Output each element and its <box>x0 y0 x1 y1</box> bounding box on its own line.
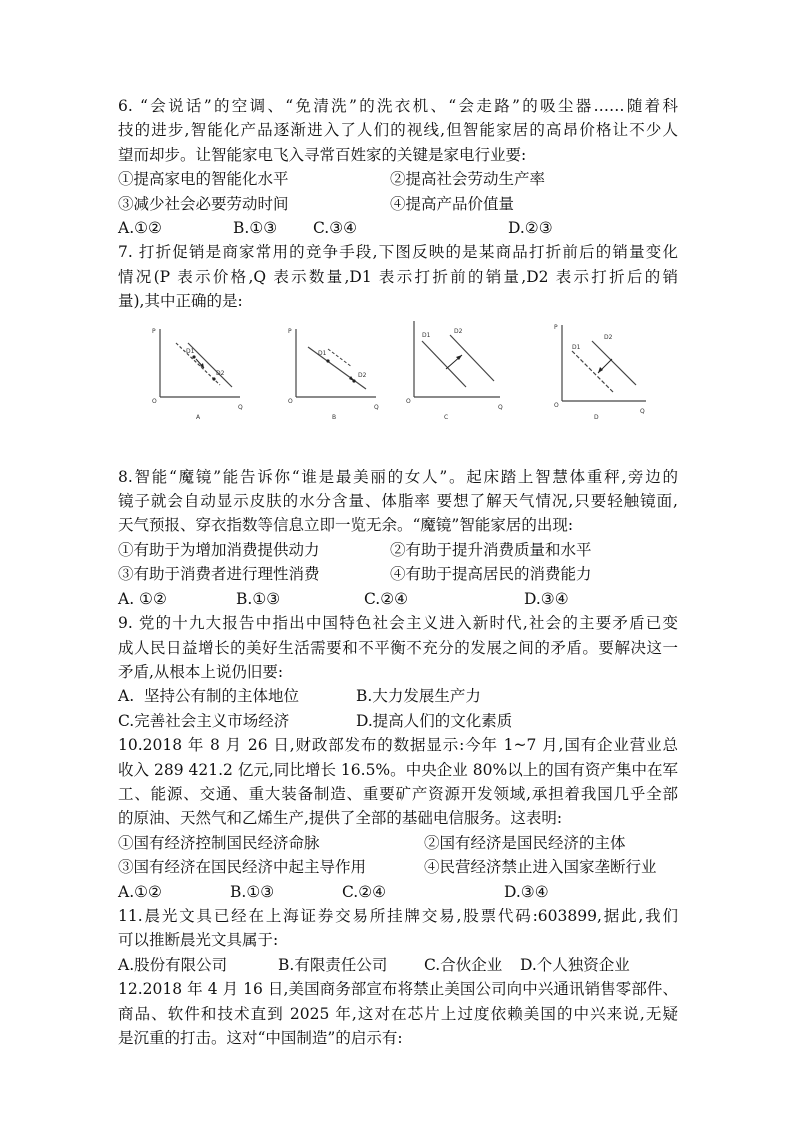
d2-label: D2 <box>358 371 367 379</box>
graph-c <box>400 321 510 421</box>
statement-row <box>118 831 678 855</box>
answer-option: A.股份有限公司 <box>118 955 228 974</box>
d1-label: D1 <box>186 347 195 355</box>
answer-options <box>118 684 678 708</box>
graph-d <box>542 321 652 421</box>
question-12 <box>118 977 678 1050</box>
question-7 <box>118 240 678 440</box>
question-stem-line: 6. “会说话”的空调、“免清洗”的洗衣机、“会走路”的吸尘器……随着科 <box>118 97 678 115</box>
answer-option: C.合伙企业 <box>424 955 503 974</box>
question-10 <box>118 733 678 904</box>
statement: ①有助于为增加消费提供动力 <box>118 540 320 559</box>
answer-option: C.②④ <box>342 882 387 901</box>
question-stem-line: 8.智能“魔镜”能告诉你“谁是最美丽的女人”。起床踏上智慧体重秤,旁边的 <box>118 467 678 486</box>
graph-b <box>276 321 386 421</box>
statement: ②提高社会劳动生产率 <box>390 170 546 189</box>
demand-graphs <box>118 321 678 441</box>
question-stem-line: 天气预报、穿衣指数等信息立即一览无余。“魔镜”智能家居的出现: <box>118 516 574 535</box>
q-axis-label: Q <box>640 407 645 415</box>
question-stem-line: 技的进步,智能化产品逐渐进入了人们的视线,但智能家居的高昂价格让不少人 <box>118 121 678 140</box>
demand-curve-graph <box>542 321 652 421</box>
statement: ④有助于提高居民的消费能力 <box>390 565 592 584</box>
answer-option: C.②④ <box>364 589 409 608</box>
answer-option: B.有限责任公司 <box>278 955 388 974</box>
question-stem-line: 量),其中正确的是: <box>118 292 243 311</box>
statement: ④民营经济禁止进入国家垄断行业 <box>424 858 657 877</box>
statement: ③减少社会必要劳动时间 <box>118 194 289 213</box>
answer-option: C.③④ <box>313 219 358 238</box>
answer-options <box>118 880 678 904</box>
question-stem-line: 望而却步。让智能家电飞入寻常百姓家的关键是家电行业要: <box>118 145 527 164</box>
question-stem-line: 是沉重的打击。这对“中国制造”的启示有: <box>118 1029 403 1047</box>
statement-row <box>118 192 678 216</box>
question-stem-line: 7. 打折促销是商家常用的竞争手段,下图反映的是某商品打折前后的销量变化 <box>118 243 678 262</box>
point <box>192 355 195 358</box>
d2-label: D2 <box>454 327 463 335</box>
statement-row <box>118 855 678 879</box>
answer-option: D.②③ <box>508 219 553 238</box>
question-stem-line: 成人民日益增长的美好生活需要和不平衡不充分的发展之间的矛盾。要解决这一 <box>118 638 678 657</box>
d1-label: D1 <box>572 343 581 351</box>
arrow-head <box>598 367 603 373</box>
q-axis-label: Q <box>374 403 379 411</box>
answer-options <box>118 953 678 977</box>
d2-curve <box>188 343 232 387</box>
q-axis-label: Q <box>498 403 503 411</box>
answer-option: A.①② <box>118 882 162 901</box>
answer-option: C.完善社会主义市场经济 <box>118 711 290 730</box>
d1-curve <box>422 341 466 387</box>
answer-options <box>118 216 678 240</box>
graph-label: B <box>332 413 337 421</box>
statement: ①提高家电的智能化水平 <box>118 170 289 189</box>
question-stem-line: 情况(P 表示价格,Q 表示数量,D1 表示打折前的销量,D2 表示打折后的销 <box>118 267 678 286</box>
point <box>212 377 215 380</box>
question-11 <box>118 904 678 977</box>
answer-option: B.①③ <box>236 589 281 608</box>
origin-label: O <box>152 397 157 405</box>
answer-option: D.③④ <box>524 589 569 608</box>
statement: ②国有经济是国民经济的主体 <box>424 833 626 852</box>
origin-label: O <box>554 401 559 409</box>
question-6 <box>118 94 678 240</box>
answer-option: B.①③ <box>230 882 275 901</box>
answer-option: D.提高人们的文化素质 <box>356 711 513 730</box>
question-stem-line: 9. 党的十九大报告中指出中国特色社会主义进入新时代,社会的主要矛盾已变 <box>118 614 678 633</box>
d2-label: D2 <box>216 369 225 377</box>
answer-option: B.①③ <box>233 219 278 238</box>
question-stem-line: 商品、软件和技术直到 2025 年,这对在芯片上过度依赖美国的中兴来说,无疑 <box>118 1004 678 1023</box>
d2-label: D2 <box>604 333 613 341</box>
p-axis-label: P <box>152 327 156 335</box>
demand-curve-graph <box>276 321 386 421</box>
answer-options <box>118 587 678 611</box>
graph-a <box>140 321 250 421</box>
q-axis-label: Q <box>238 403 243 411</box>
demand-curve-graph <box>140 321 250 421</box>
question-stem-line: 的原油、天然气和乙烯生产,提供了全部的基础电信服务。这表明: <box>118 809 563 828</box>
answer-option: B.大力发展生产力 <box>356 687 481 706</box>
statement: ②有助于提升消费质量和水平 <box>390 540 592 559</box>
question-9 <box>118 611 678 733</box>
question-stem-line: 12.2018 年 4 月 16 日,美国商务部宣布将禁止美国公司向中兴通讯销售零部件、 <box>118 980 678 999</box>
d1-curve <box>308 347 366 389</box>
answer-option: D.③④ <box>504 882 549 901</box>
statement-row <box>118 562 678 586</box>
point <box>326 359 329 362</box>
p-axis-label: P <box>554 323 558 331</box>
statement: ①国有经济控制国民经济命脉 <box>118 833 320 852</box>
answer-option: A. ①② <box>118 589 167 608</box>
exam-page <box>118 94 678 1050</box>
statement: ③有助于消费者进行理性消费 <box>118 565 320 584</box>
d2-curve <box>450 335 494 381</box>
statement: ③国有经济在国民经济中起主导作用 <box>118 858 367 877</box>
answer-option: A. 坚持公有制的主体地位 <box>118 687 299 706</box>
question-stem-line: 矛盾,从根本上说仍旧要: <box>118 662 284 681</box>
statement: ④提高产品价值量 <box>390 194 515 213</box>
graph-label: A <box>196 413 201 421</box>
question-stem-line: 收入 289 421.2 亿元,同比增长 16.5%。中央企业 80%以上的国有资产集中在军 <box>118 760 678 779</box>
question-stem-line: 11.晨光文具已经在上海证券交易所挂牌交易,股票代码:603899,据此,我们 <box>118 906 678 925</box>
p-axis-label: P <box>288 327 292 335</box>
question-stem-line: 工、能源、交通、重大装备制造、重要矿产资源开发领域,承担着我国几乎全部 <box>118 784 678 803</box>
answer-options <box>118 709 678 733</box>
statement-row <box>118 167 678 191</box>
question-8 <box>118 465 678 611</box>
statement-row <box>118 538 678 562</box>
question-stem-line: 镜子就会自动显示皮肤的水分含量、体脂率 要想了解天气情况,只要轻触镜面, <box>118 492 678 511</box>
question-stem-line: 可以推断晨光文具属于: <box>118 931 279 950</box>
answer-option: A.①② <box>118 219 162 238</box>
demand-curve-graph <box>400 321 510 421</box>
answer-option: D.个人独资企业 <box>520 955 630 974</box>
origin-label: O <box>288 397 293 405</box>
d1-label: D1 <box>422 331 431 339</box>
question-stem-line: 10.2018 年 8 月 26 日,财政部发布的数据显示:今年 1~7 月,国有企业营业总 <box>118 736 678 755</box>
origin-label: O <box>406 397 411 405</box>
graph-label: D <box>594 413 599 421</box>
graph-label: C <box>444 413 449 421</box>
d1-label: D1 <box>318 349 327 357</box>
